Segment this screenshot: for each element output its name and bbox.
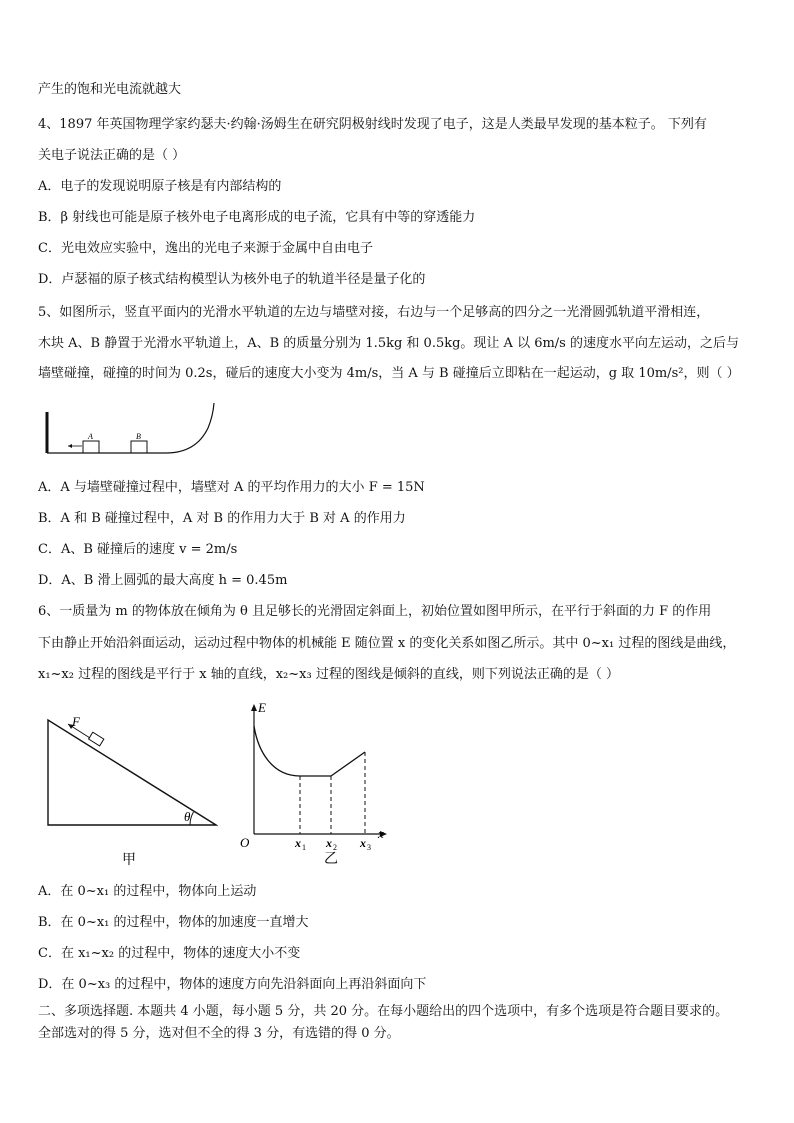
text-line-23: 全部选对的得 5 分，选对但不全的得 3 分，有选错的得 0 分。 [38,1026,400,1041]
block-a-label: A [88,432,93,441]
text-line-4: A．电子的发现说明原子核是有内部结构的 [38,179,282,194]
text-line-20: C．在 x₁~x₂ 的过程中，物体的速度大小不变 [38,946,301,961]
text-line-6: C．光电效应实验中，逸出的光电子来源于金属中自由电子 [38,241,373,256]
text-line-2: 4、1897 年英国物理学家约瑟夫·约翰·汤姆生在研究阴极射线时发现了电子，这是人类最早发现的基本粒子。 下列有 [38,117,707,132]
y-axis-label: E [258,700,266,715]
text-line-5: B．β 射线也可能是原子核外电子电离形成的电子流，它具有中等的穿透能力 [38,210,476,225]
block-b-label: B [136,432,141,441]
x-axis-label: x [378,826,384,841]
incline-figure-jia [38,700,218,868]
text-line-12: B．A 和 B 碰撞过程中，A 对 B 的作用力大于 B 对 A 的作用力 [38,511,406,526]
wall-track-figure [38,398,218,458]
x3-tick-label: x [360,836,366,850]
force-label: F [72,714,80,729]
text-line-11: A．A 与墙壁碰撞过程中，墙壁对 A 的平均作用力的大小 F = 15N [38,480,425,495]
text-line-21: D．在 0~x₃ 的过程中，物体的速度方向先沿斜面向上再沿斜面向下 [38,977,427,992]
x2-tick-label: x [326,836,332,850]
text-line-10: 墙壁碰撞，碰撞的时间为 0.2s，碰后的速度大小变为 4m/s，当 A 与 B 碰撞后立即粘在一起运动，g 取 10m/s²，则（ ） [38,366,740,381]
figure-yi-caption: 乙 [324,852,338,867]
energy-position-graph [232,696,392,868]
text-line-22: 二、多项选择题. 本题共 4 小题，每小题 5 分，共 20 分。在每小题给出的四个选项中，有多个选项是符合题目要求的。 [38,1004,729,1019]
origin-label: O [240,835,250,850]
text-line-16: 下由静止开始沿斜面运动，运动过程中物体的机械能 E 随位置 x 的变化关系如图乙所示。其中 0~x₁ 过程的图线是曲线， [38,636,736,651]
text-line-19: B．在 0~x₁ 的过程中，物体的加速度一直增大 [38,915,309,930]
text-line-17: x₁~x₂ 过程的图线是平行于 x 轴的直线，x₂~x₃ 过程的图线是倾斜的直线，则下列说法正确的是（ ） [38,667,619,682]
text-line-1: 产生的饱和光电流就越大 [38,82,182,97]
text-line-7: D．卢瑟福的原子核式结构模型认为核外电子的轨道半径是量子化的 [38,272,426,287]
x1-tick-sub: 1 [302,843,306,852]
text-line-14: D．A、B 滑上圆弧的最大高度 h = 0.45m [38,573,288,588]
x2-tick-sub: 2 [333,843,337,852]
x1-tick-label: x [295,836,301,850]
text-line-18: A．在 0~x₁ 的过程中，物体向上运动 [38,884,257,899]
text-line-15: 6、一质量为 m 的物体放在倾角为 θ 且足够长的光滑固定斜面上，初始位置如图甲所示，在平行于斜面的力 F 的作用 [38,604,712,619]
angle-label: θ [184,809,191,824]
text-line-13: C．A、B 碰撞后的速度 v = 2m/s [38,542,238,557]
text-line-9: 木块 A、B 静置于光滑水平轨道上，A、B 的质量分别为 1.5kg 和 0.5kg。现让 A 以 6m/s 的速度水平向左运动，之后与 [38,336,739,351]
text-line-3: 关电子说法正确的是（ ） [38,148,186,163]
x3-tick-sub: 3 [367,843,371,852]
figure-jia-caption: 甲 [122,853,136,868]
text-line-8: 5、如图所示，竖直平面内的光滑水平轨道的左边与墙壁对接，右边与一个足够高的四分之一光滑圆弧轨道平滑相连， [38,305,710,320]
